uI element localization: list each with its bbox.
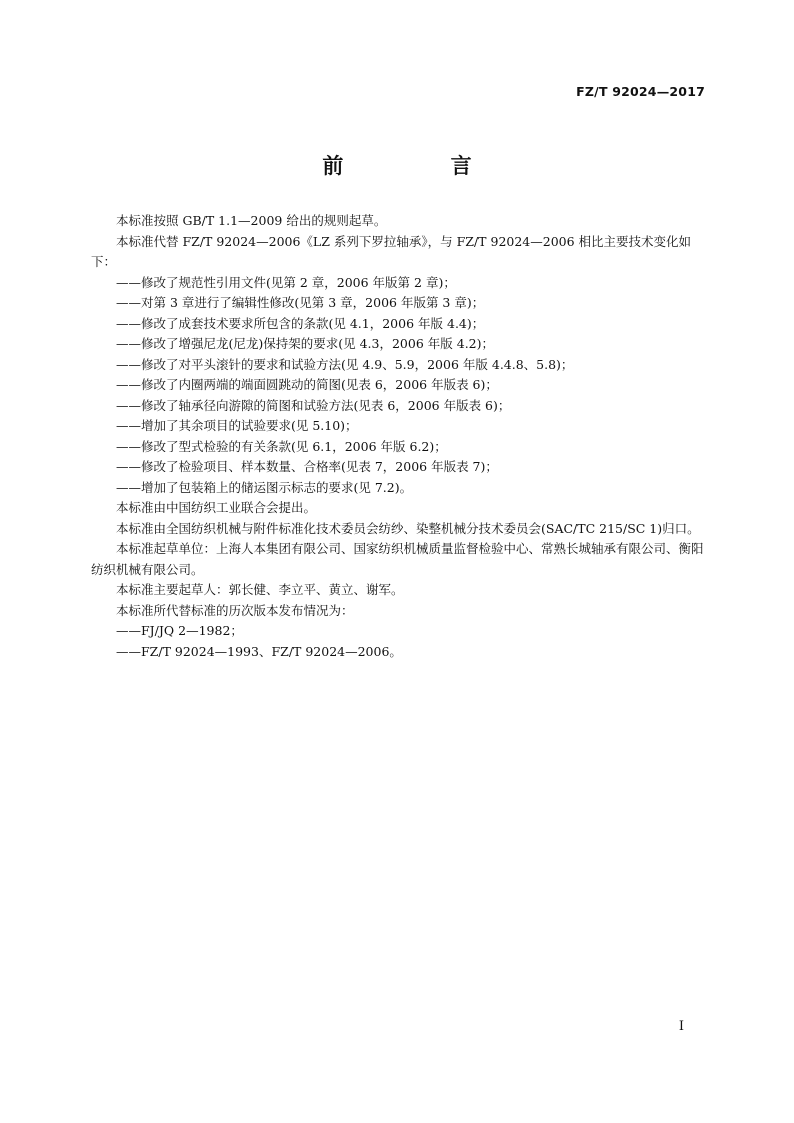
page-number: I	[678, 1019, 684, 1034]
paragraph-committee: 本标准由全国纺织机械与附件标准化技术委员会纺纱、染整机械分技术委员会(SAC/TC 215/SC 1)归口。	[116, 520, 700, 536]
paragraph-drafting-rules: 本标准按照 GB/T 1.1—2009 给出的规则起草。	[116, 213, 387, 228]
change-item: ——修改了内圈两端的端面圆跳动的简图(见表 6，2006 年版表 6)；	[116, 377, 498, 392]
change-item: ——修改了轴承径向游隙的简图和试验方法(见表 6，2006 年版表 6)；	[116, 397, 511, 413]
change-item: ——修改了型式检验的有关条款(见 6.1，2006 年版 6.2)；	[116, 438, 447, 454]
standard-number: FZ/T 92024—2017	[576, 84, 705, 99]
change-item: ——增加了其余项目的试验要求(见 5.10)；	[116, 418, 358, 433]
paragraph-drafters: 本标准主要起草人：郭长健、李立平、黄立、谢军。	[116, 582, 404, 597]
paragraph-proposer: 本标准由中国纺织工业联合会提出。	[116, 500, 317, 515]
paragraph-history: 本标准所代替标准的历次版本发布情况为：	[116, 602, 354, 618]
change-item: ——修改了规范性引用文件(见第 2 章，2006 年版第 2 章)；	[116, 274, 456, 290]
change-item: ——修改了对平头滚针的要求和试验方法(见 4.9、5.9，2006 年版 4.4.8、5.8)；	[116, 356, 574, 372]
change-item: ——对第 3 章进行了编辑性修改(见第 3 章，2006 年版第 3 章)；	[116, 295, 485, 310]
history-item: ——FZ/T 92024—1993、FZ/T 92024—2006。	[116, 643, 402, 659]
page-title: 前 言	[322, 154, 522, 178]
change-item: ——增加了包装箱上的储运图示标志的要求(见 7.2)。	[116, 479, 413, 495]
change-item: ——修改了成套技术要求所包含的条款(见 4.1，2006 年版 4.4)；	[116, 315, 485, 331]
history-item: ——FJ/JQ 2—1982；	[116, 623, 243, 638]
change-item: ——修改了增强尼龙(尼龙)保持架的要求(见 4.3，2006 年版 4.2)；	[116, 336, 494, 351]
paragraph-replaces: 本标准代替 FZ/T 92024—2006《LZ 系列下罗拉轴承》，与 FZ/T 92024—2006 相比主要技术变化如下：	[91, 233, 692, 269]
change-item: ——修改了检验项目、样本数量、合格率(见表 7，2006 年版表 7)；	[116, 459, 498, 474]
paragraph-drafting-units: 本标准起草单位：上海人本集团有限公司、国家纺织机械质量监督检验中心、常熟长城轴承有限公司、衡阳纺织机械有限公司。	[91, 541, 704, 577]
foreword-body	[91, 211, 705, 662]
